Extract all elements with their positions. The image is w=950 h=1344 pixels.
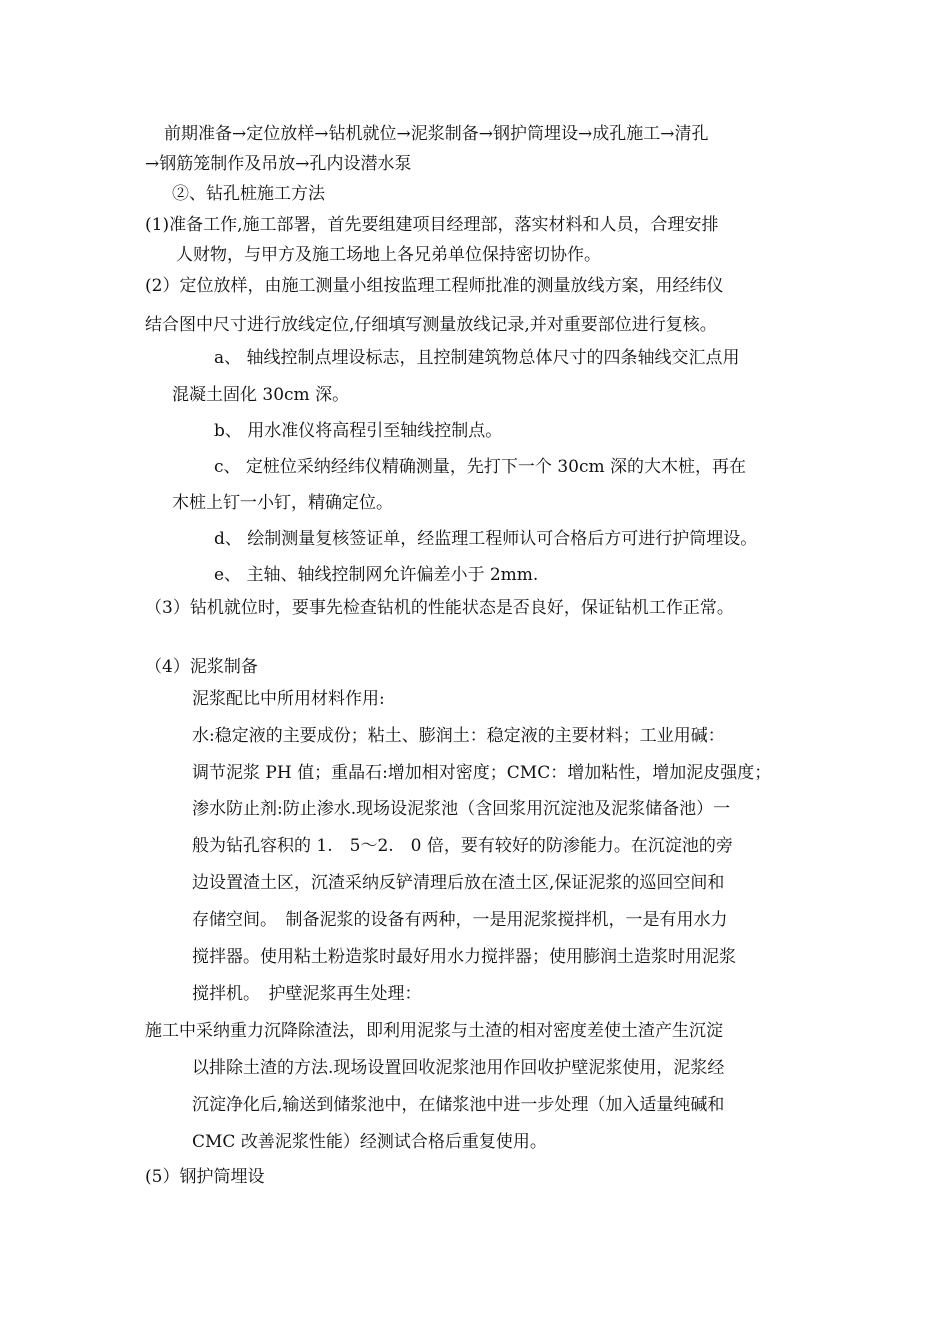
paragraph-4-line-5: 般为钻孔容积的 1. 5～2. 0 倍，要有较好的防渗能力。在沉淀池的旁 — [192, 836, 733, 856]
paragraph-1-line-1: (1)准备工作,施工部署，首先要组建项目经理部，落实材料和人员，合理安排 — [145, 215, 719, 235]
item-c-line-1: c、 定桩位采纳经纬仪精确测量，先打下一个 30cm 深的大木桩，再在 — [214, 457, 747, 477]
item-c-line-2: 木桩上钉一小钉，精确定位。 — [172, 493, 393, 513]
paragraph-4-line-6: 边设置渣土区，沉渣采纳反铲清理后放在渣土区,保证泥浆的巡回空间和 — [192, 873, 725, 893]
paragraph-4-line-1: 泥浆配比中所用材料作用: — [192, 689, 385, 709]
paragraph-4-line-8: 搅拌器。使用粘土粉造浆时最好用水力搅拌器；使用膨润土造浆时用泥浆 — [192, 947, 736, 967]
item-a-line-1: a、 轴线控制点埋设标志，且控制建筑物总体尺寸的四条轴线交汇点用 — [214, 348, 740, 368]
paragraph-4-line-2: 水:稳定液的主要成份；粘土、膨润土：稳定液的主要材料；工业用碱： — [192, 726, 725, 746]
paragraph-2-line-1: (2）定位放样，由施工测量小组按监理工程师批准的测量放线方案，用经纬仪 — [145, 276, 724, 296]
flow-line-2: →钢筋笼制作及吊放→孔内设潜水泵 — [145, 154, 412, 174]
paragraph-4-line-12: 沉淀净化后,输送到储浆池中，在储浆池中进一步处理（加入适量纯碱和 — [192, 1095, 725, 1115]
paragraph-4-line-4: 渗水防止剂:防止渗水.现场设泥浆池（含回浆用沉淀池及泥浆储备池）一 — [192, 799, 731, 819]
paragraph-4-line-9: 搅拌机。 护壁泥浆再生处理： — [192, 984, 422, 1004]
paragraph-4-heading: （4）泥浆制备 — [145, 657, 258, 677]
paragraph-4-line-13: CMC 改善泥浆性能）经测试合格后重复使用。 — [192, 1132, 547, 1152]
paragraph-1-line-2: 人财物，与甲方及施工场地上各兄弟单位保持密切协作。 — [176, 245, 601, 265]
item-a-line-2: 混凝土固化 30cm 深。 — [172, 385, 350, 405]
section-heading: ②、钻孔桩施工方法 — [172, 184, 325, 204]
paragraph-5-heading: (5）钢护筒埋设 — [145, 1167, 265, 1187]
item-e-line: e、 主轴、轴线控制网允许偏差小于 2mm. — [214, 565, 539, 585]
flow-line-1: 前期准备→定位放样→钻机就位→泥浆制备→钢护筒埋设→成孔施工→清孔 — [164, 124, 709, 144]
paragraph-4-line-11: 以排除土渣的方法.现场设置回收泥浆池用作回收护壁泥浆使用，泥浆经 — [192, 1058, 725, 1078]
item-b-line: b、 用水准仪将高程引至轴线控制点。 — [214, 421, 503, 441]
paragraph-4-line-10: 施工中采纳重力沉降除渣法，即利用泥浆与土渣的相对密度差使土渣产生沉淀 — [145, 1021, 723, 1041]
paragraph-4-line-7: 存储空间。 制备泥浆的设备有两种，一是用泥浆搅拌机，一是有用水力 — [192, 910, 728, 930]
paragraph-3-line: （3）钻机就位时，要事先检查钻机的性能状态是否良好，保证钻机工作正常。 — [145, 598, 734, 618]
paragraph-2-line-2: 结合图中尺寸进行放线定位,仔细填写测量放线记录,并对重要部位进行复核。 — [145, 315, 717, 335]
paragraph-4-line-3: 调节泥浆 PH 值；重晶石:增加相对密度；CMC：增加粘性，增加泥皮强度； — [192, 763, 772, 783]
item-d-line: d、 绘制测量复核签证单，经监理工程师认可合格后方可进行护筒埋设。 — [214, 529, 758, 549]
